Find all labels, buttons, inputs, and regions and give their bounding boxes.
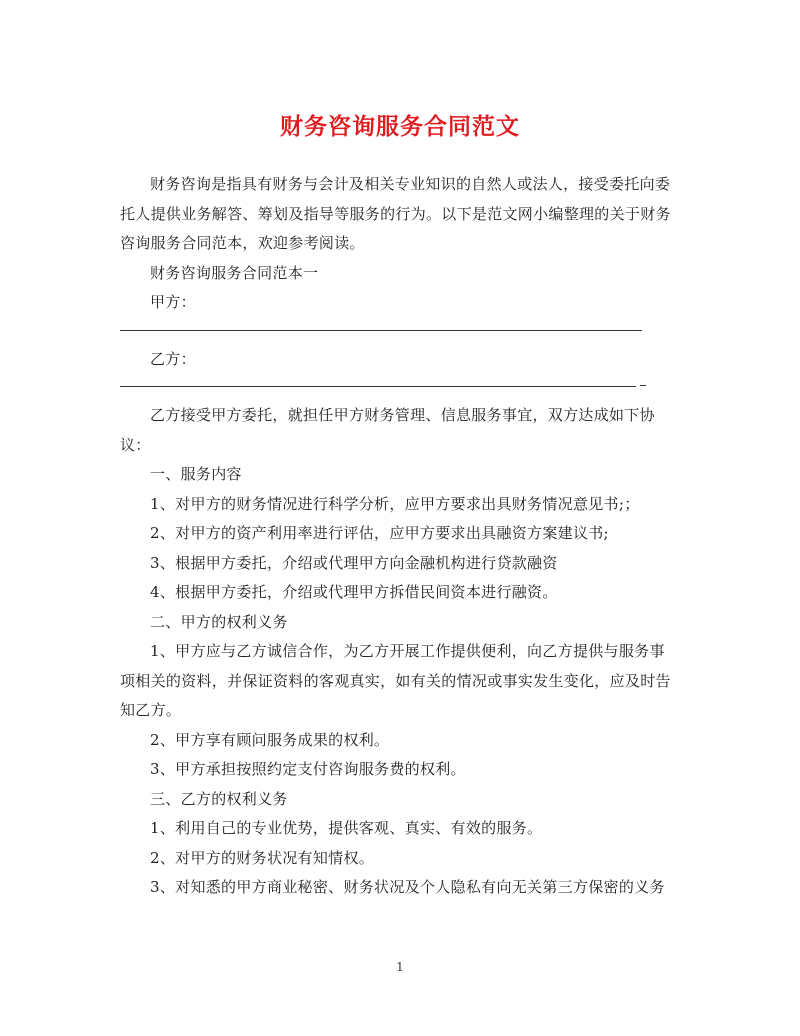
party-a-blank-line	[120, 330, 642, 331]
intro-paragraph: 财务咨询是指具有财务与会计及相关专业知识的自然人或法人，接受委托向委托人提供业务解答、筹划及指导等服务的行为。以下是范文网小编整理的关于财务咨询服务合同范本，欢迎参考阅读。	[120, 175, 671, 252]
section-heading-service-content: 一、服务内容	[150, 465, 242, 483]
party-a-item-1: 1、甲方应与乙方诚信合作，为乙方开展工作提供便利，向乙方提供与服务事项相关的资料，并保证资料的客观真实，如有关的情况或事实发生变化，应及时告知乙方。	[120, 642, 671, 719]
service-item-2: 2、对甲方的资产利用率进行评估，应甲方要求出具融资方案建议书;	[150, 524, 609, 542]
agreement-paragraph: 乙方接受甲方委托，就担任甲方财务管理、信息服务事宜，双方达成如下协议：	[120, 406, 655, 454]
service-item-1: 1、对甲方的财务情况进行科学分析，应甲方要求出具财务情况意见书;；	[150, 494, 640, 513]
party-b-label: 乙方：	[150, 349, 196, 368]
section-heading-party-b-rights: 三、乙方的权利义务	[150, 789, 288, 808]
section-heading-party-a-rights: 二、甲方的权利义务	[150, 612, 288, 631]
party-b-item-1: 1、利用自己的专业优势，提供客观、真实、有效的服务。	[150, 819, 543, 837]
document-title: 财务咨询服务合同范文	[280, 113, 520, 140]
document-body	[120, 170, 680, 903]
party-a-item-3: 3、甲方承担按照约定支付咨询服务费的权利。	[150, 760, 466, 778]
service-item-4: 4、根据甲方委托，介绍或代理甲方拆借民间资本进行融资。	[150, 583, 558, 601]
service-item-3: 3、根据甲方委托，介绍或代理甲方向金融机构进行贷款融资	[150, 553, 558, 572]
blank-line-tail	[640, 385, 646, 386]
party-a-label: 甲方：	[150, 293, 196, 311]
page-number: 1	[396, 960, 404, 974]
party-a-item-2: 2、甲方享有顾问服务成果的权利。	[150, 730, 390, 749]
contract-sample-heading: 财务咨询服务合同范本一	[150, 263, 319, 282]
party-b-item-3: 3、对知悉的甲方商业秘密、财务状况及个人隐私有向无关第三方保密的义务	[150, 878, 665, 896]
party-b-blank-line	[120, 386, 636, 387]
party-b-item-2: 2、对甲方的财务状况有知情权。	[150, 848, 375, 867]
